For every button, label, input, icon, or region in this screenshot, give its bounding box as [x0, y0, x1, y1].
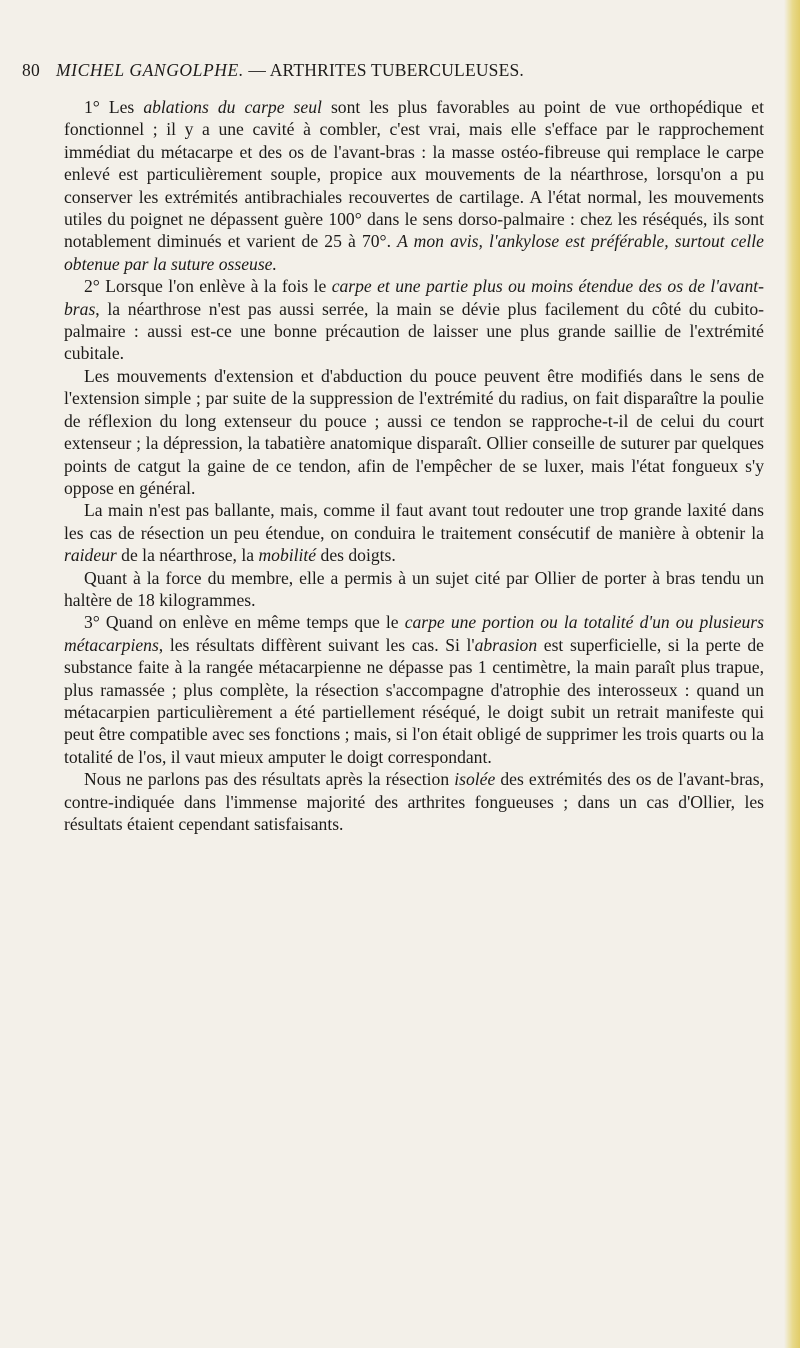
page-number: 80	[22, 60, 40, 80]
italic-run: mobilité	[258, 545, 317, 566]
running-header	[22, 60, 777, 81]
text-run: Quant à la force du membre, elle a permis à un sujet cité par Ollier de porter à bras tendu un haltère de 18 kilogrammes.	[64, 567, 764, 610]
italic-run: carpe une portion ou la totalité d'un ou plusieurs métacarpiens	[64, 612, 764, 655]
text-run: 3° Quand on enlève en même temps que le	[84, 612, 405, 633]
text-run: sont les plus favorables au point de vue orthopédique et fonctionnel ; il y a une cavité à combler, c'est vrai, mais elle s'efface par le rapprochement immédiat du métacarpe et des os de l'avant-bras : la masse ostéo-fibreuse qui remplace le carpe enlevé est particulièrement souple, propice aux mouvements de la néarthrose, lorsqu'on a pu conserver les extrémités antibrachiales recouvertes de cartilage. A l'état normal, les mouvements utiles du poignet ne dépassent guère 100° dans le sens dorso-palmaire : chez les réséqués, ils sont notablement diminués et varient de 25 à 70°.	[64, 97, 765, 252]
paragraph-2	[64, 275, 764, 365]
italic-run: carpe et une partie plus ou moins étendue des os de l'avant-bras	[64, 276, 765, 319]
page-edge-gilding	[784, 0, 800, 1348]
body-text	[64, 96, 764, 835]
text-run: Nous ne parlons pas des résultats après la résection	[84, 769, 455, 790]
text-run: , la néarthrose n'est pas aussi serrée, la main se dévie plus facilement du côté du cubito-palmaire : aussi est-ce une bonne précaution de laisser une plus grande saillie de l'extrémité cubitale.	[64, 298, 764, 364]
italic-run: A mon avis, l'ankylose est préférable, surtout celle obtenue par la suture osseuse.	[64, 231, 764, 274]
text-run: La main n'est pas ballante, mais, comme il faut avant tout redouter une trop grande laxité dans les cas de résection un peu étendue, on conduira le traitement consécutif de manière à obtenir la	[64, 500, 764, 543]
text-run: des extrémités des os de l'avant-bras, contre-indiquée dans l'immense majorité des arthrites fongueuses ; dans un cas d'Ollier, les résultats étaient cependant satisfaisants.	[64, 769, 764, 834]
text-run: des doigts.	[316, 545, 396, 566]
text-run: 1° Les	[84, 97, 144, 117]
header-author: MICHEL GANGOLPHE.	[56, 60, 244, 80]
italic-run: abrasion	[474, 634, 538, 655]
paragraph-7	[64, 768, 764, 835]
paragraph-6	[64, 611, 764, 768]
paragraph-4	[64, 499, 764, 566]
italic-run: ablations du carpe seul	[143, 97, 322, 117]
text-run: , les résultats diffèrent suivant les cas. Si l'	[158, 634, 475, 655]
italic-run: raideur	[64, 545, 117, 566]
paragraph-5	[64, 567, 764, 612]
italic-run: isolée	[454, 769, 496, 790]
text-run: est superficielle, si la perte de substance faite à la rangée métacarpienne ne dépasse pas 1 centimètre, la main paraît plus trapue, plus ramassée ; plus complète, la résection s'accompagne d'atrophie des interosseux : quand un métacarpien particulièrement a été partiellement réséqué, le doigt subit un retrait manifeste qui peut être compatible avec ses fonctions ; mais, si l'on était obligé de supprimer les trois quarts ou la totalité de l'os, il vaut mieux amputer le doigt correspondant.	[64, 634, 764, 767]
header-separator: —	[248, 60, 267, 80]
text-run: Les mouvements d'extension et d'abduction du pouce peuvent être modifiés dans le sens de l'extension simple ; par suite de la suppression de l'extrémité du radius, on fait disparaître la poulie de réflexion du long extenseur du pouce ; aussi ce tendon se rapproche-t-il de celui du court extenseur ; la dépression, la tabatière anatomique disparaît. Ollier conseille de suturer par quelques points de catgut la gaine de ce tendon, afin de l'empêcher de se luxer, mais l'état fongueux s'y oppose en général.	[64, 365, 764, 498]
header-title: ARTHRITES TUBERCULEUSES.	[269, 60, 524, 80]
text-run: de la néarthrose, la	[116, 545, 259, 566]
text-run: 2° Lorsque l'on enlève à la fois le	[84, 276, 332, 297]
paragraph-3	[64, 365, 764, 499]
paragraph-1	[64, 96, 764, 275]
